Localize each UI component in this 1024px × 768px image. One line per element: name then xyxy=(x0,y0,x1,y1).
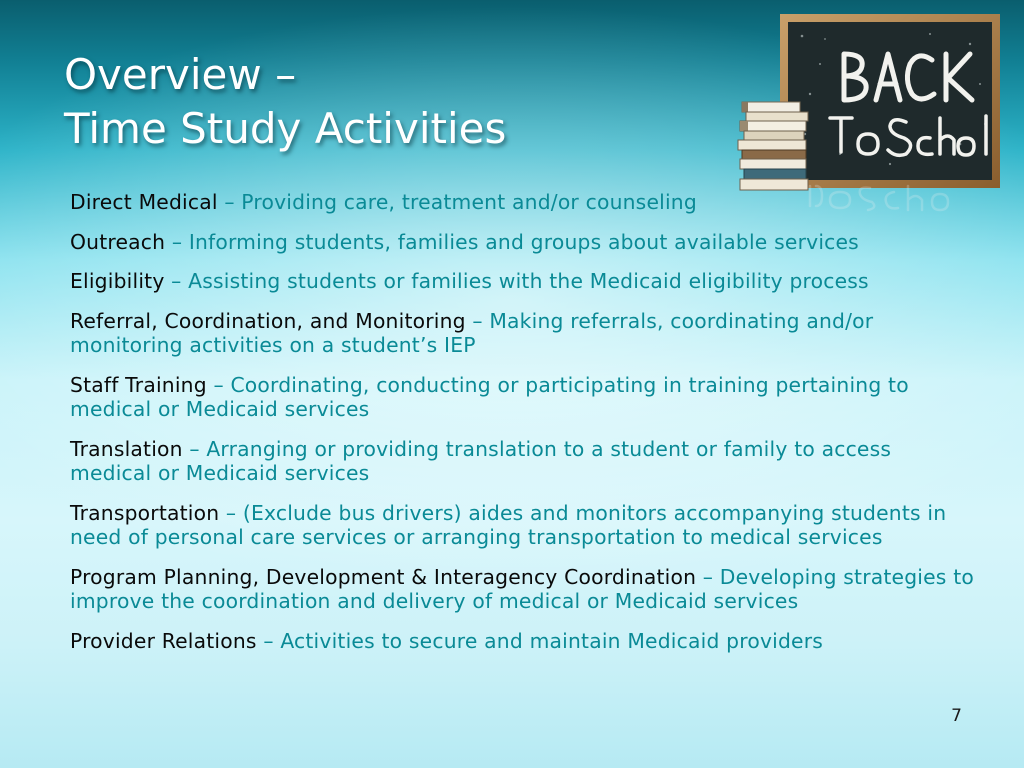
activity-term: Program Planning, Development & Interagency Coordination xyxy=(70,564,697,589)
page-number: 7 xyxy=(951,706,962,726)
activity-description: – Activities to secure and maintain Medicaid providers xyxy=(256,628,824,653)
activity-description: – Informing students, families and groups about available services xyxy=(165,229,859,254)
activity-description: – Assisting students or families with the Medicaid eligibility process xyxy=(164,269,869,293)
activity-item xyxy=(70,629,975,654)
activity-term: Transportation xyxy=(70,500,220,525)
activity-term: Referral, Coordination, and Monitoring xyxy=(70,308,466,333)
activity-description: – Arranging or providing translation to a student or family to access medical or Medicaid services xyxy=(70,436,892,485)
activity-item xyxy=(70,437,975,486)
activity-term: Staff Training xyxy=(70,372,207,397)
slide-title xyxy=(64,48,506,156)
title-line-2: Time Study Activities xyxy=(64,104,507,153)
activity-item xyxy=(70,190,975,215)
activity-item xyxy=(70,269,975,294)
title-line-1: Overview – xyxy=(64,50,297,99)
activity-description: – (Exclude bus drivers) aides and monitors accompanying students in need of personal care services or arranging transportation to medical services xyxy=(70,500,947,549)
activity-description: – Coordinating, conducting or participating in training pertaining to medical or Medicaid services xyxy=(70,372,909,421)
activity-item xyxy=(70,565,975,614)
activity-description: – Making referrals, coordinating and/or monitoring activities on a student’s IEP xyxy=(70,308,874,357)
activity-description: – Providing care, treatment and/or counseling xyxy=(217,190,697,214)
activity-item xyxy=(70,230,975,255)
activity-description: – Developing strategies to improve the coordination and delivery of medical or Medicaid services xyxy=(70,564,974,613)
activity-item xyxy=(70,309,975,358)
book-stack-image xyxy=(736,100,816,192)
activities-list xyxy=(70,190,975,668)
activity-item xyxy=(70,501,975,550)
activity-term: Eligibility xyxy=(70,269,165,293)
activity-term: Outreach xyxy=(70,229,166,254)
activity-item xyxy=(70,373,975,422)
activity-term: Provider Relations xyxy=(70,628,257,653)
activity-term: Direct Medical xyxy=(70,190,218,214)
activity-term: Translation xyxy=(70,436,183,461)
